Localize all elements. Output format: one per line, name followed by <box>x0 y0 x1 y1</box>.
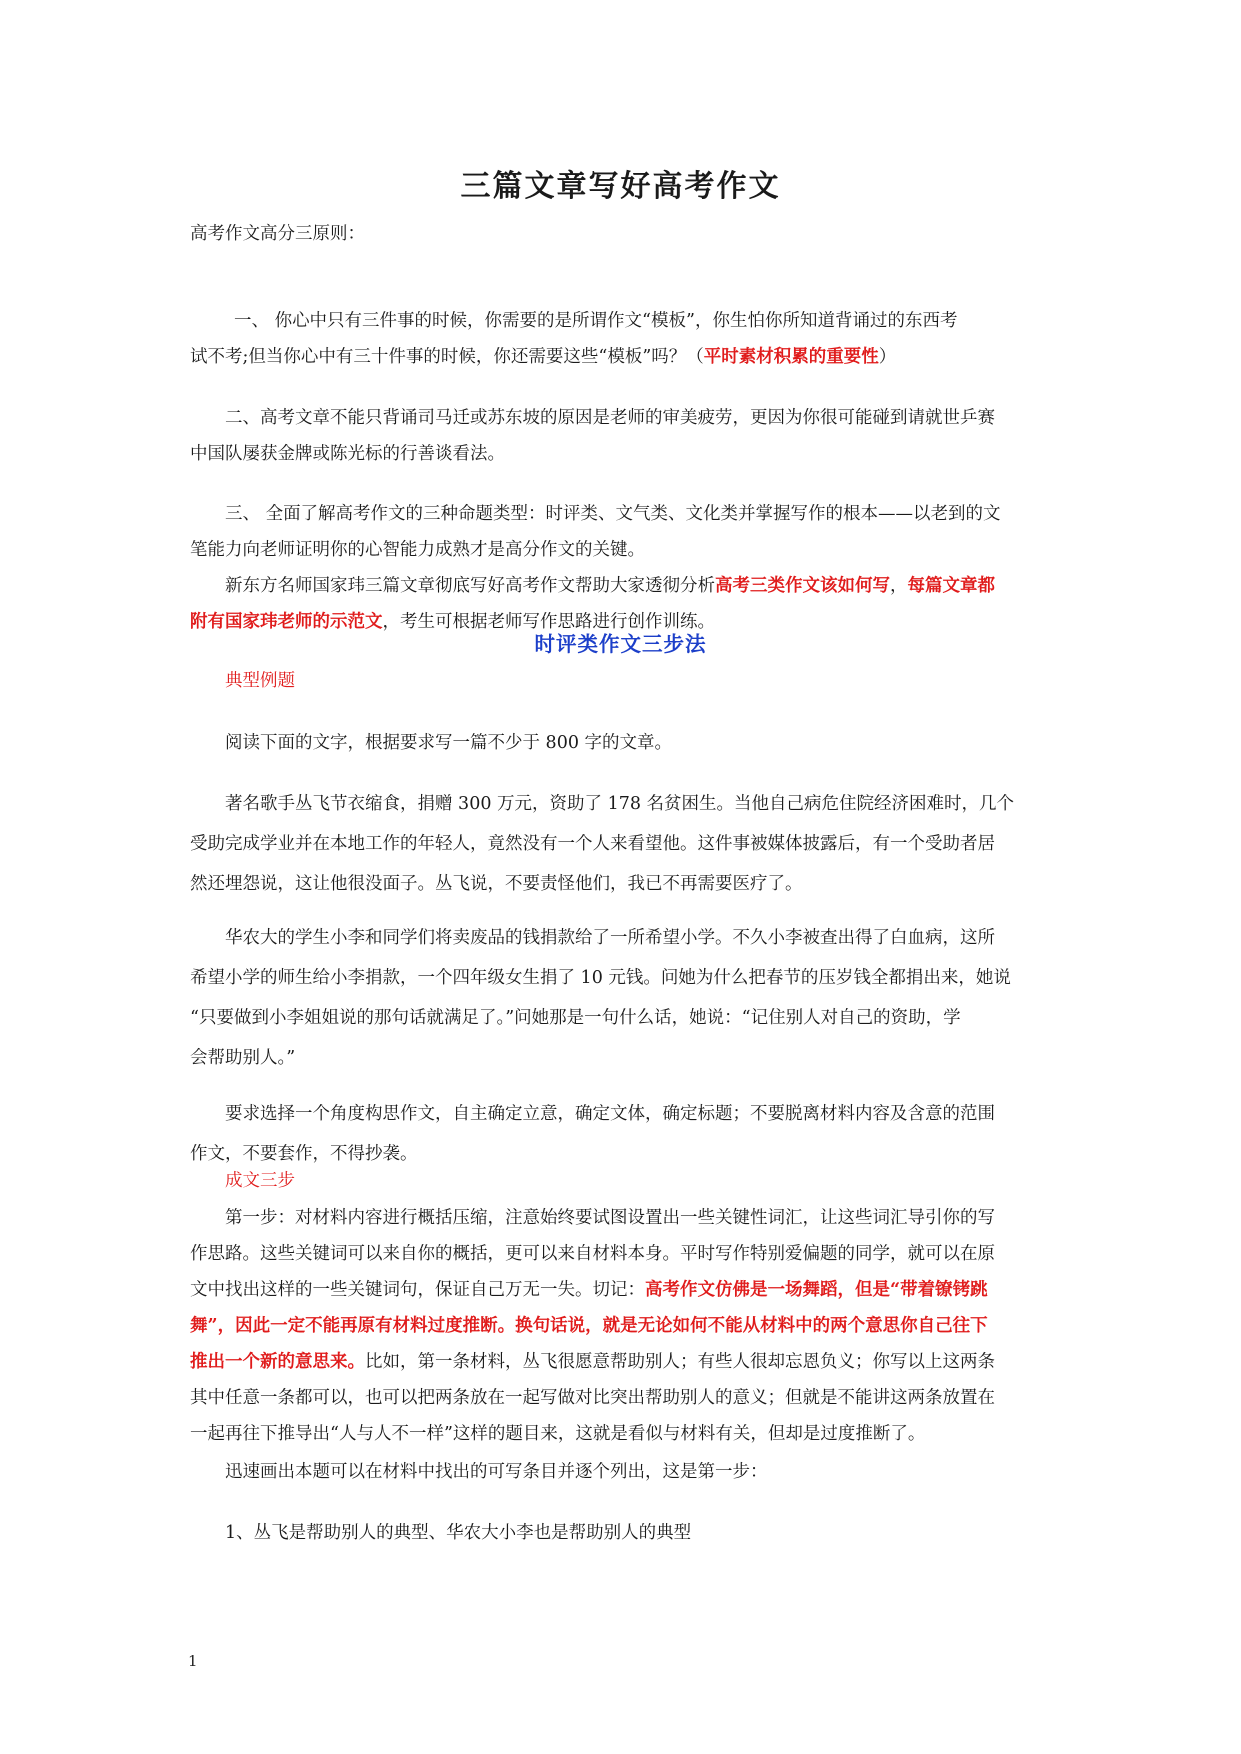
step-1-line: 其中任意一条都可以，也可以把两条放在一起写做对比突出帮助别人的意义；但就是不能讲这两条放置在 <box>190 1388 995 1408</box>
requirement-line: 作文，不要套作，不得抄袭。 <box>190 1144 418 1164</box>
principle-1-line-2 <box>190 339 1052 375</box>
principle-1-line-1: 一、 你心中只有三件事的时候，你需要的是所谓作文“模板”，你生怕你所知道背诵过的东西考 <box>234 311 958 331</box>
page-number: 1 <box>188 1652 198 1670</box>
step-1-text: 文中找出这样的一些关键词句，保证自己万无一失。切记： <box>190 1280 645 1300</box>
material-2 <box>190 918 1052 1078</box>
neworiental-emphasis-1: 高考三类作文该如何写 <box>715 576 890 596</box>
step-1-line: 一起再往下推导出“人与人不一样”这样的题目来，这就是看似与材料有关，但却是过度推断了。 <box>190 1424 926 1444</box>
principle-1 <box>190 303 1052 375</box>
requirement-line: 要求选择一个角度构思作文，自主确定立意，确定文体，确定标题；不要脱离材料内容及含意的范围 <box>225 1104 995 1124</box>
step-1-text: 比如，第一条材料，丛飞很愿意帮助别人；有些人很却忘恩负义；你写以上这两条 <box>365 1352 995 1372</box>
principle-1-emphasis: 平时素材积累的重要性 <box>703 347 879 367</box>
material-1-line: 受助完成学业并在本地工作的年轻人，竟然没有一个人来看望他。这件事被媒体披露后，有一个受助者居 <box>190 834 995 854</box>
principle-2-line-2: 中国队屡获金牌或陈光标的行善谈看法。 <box>190 444 505 464</box>
intro-heading: 高考作文高分三原则： <box>190 224 365 244</box>
step-1 <box>190 1200 1052 1452</box>
example-label: 典型例题 <box>225 671 295 691</box>
neworiental-line-1 <box>190 568 1052 604</box>
principle-2 <box>190 400 1052 472</box>
principle-3-line-2: 笔能力向老师证明你的心智能力成熟才是高分作文的关键。 <box>190 540 645 560</box>
neworiental-emphasis-2: 每篇文章都 <box>907 576 995 596</box>
material-1-line: 著名歌手丛飞节衣缩食，捐赠 300 万元，资助了 178 名贫困生。当他自己病危住院经济困难时，几个 <box>225 794 1015 814</box>
neworiental-emphasis-3: 附有国家玮老师的示范文 <box>190 612 383 632</box>
material-1 <box>190 784 1052 904</box>
principle-2-line-1: 二、高考文章不能只背诵司马迁或苏东坡的原因是老师的审美疲劳，更因为你很可能碰到请就世乒赛 <box>225 408 995 428</box>
material-1-line: 然还埋怨说，这让他很没面子。丛飞说，不要责怪他们，我已不再需要医疗了。 <box>190 874 803 894</box>
step-1-line-emphasis: 舞”，因此一定不能再原有材料过度推断。换句话说，就是无论如何不能从材料中的两个意思你自己往下 <box>190 1316 988 1336</box>
steps-label: 成文三步 <box>225 1171 295 1191</box>
list-item-1: 1、丛飞是帮助别人的典型、华农大小李也是帮助别人的典型 <box>225 1523 692 1543</box>
material-2-line: “只要做到小李姐姐说的那句话就满足了。”问她那是一句什么话，她说：“记住别人对自己的资助，学 <box>190 1008 961 1028</box>
neworiental-text: 新东方名师国家玮三篇文章彻底写好高考作文帮助大家透彻分析 <box>225 576 715 596</box>
requirement <box>190 1094 1052 1174</box>
step-1-summary: 迅速画出本题可以在材料中找出的可写条目并逐个列出，这是第一步： <box>225 1462 768 1482</box>
material-2-line: 华农大的学生小李和同学们将卖废品的钱捐款给了一所希望小学。不久小李被查出得了白血病，这所 <box>225 928 995 948</box>
step-1-line: 作思路。这些关键词可以来自你的概括，更可以来自材料本身。平时写作特别爱偏题的同学，就可以在原 <box>190 1244 995 1264</box>
document-title: 三篇文章写好高考作文 <box>460 169 781 204</box>
material-2-line: 希望小学的师生给小李捐款，一个四年级女生捐了 10 元钱。问她为什么把春节的压岁钱全都捐出来，她说 <box>190 968 1011 988</box>
section-title: 时评类作文三步法 <box>534 632 707 656</box>
step-1-line <box>190 1344 1052 1380</box>
principle-1-text: 试不考;但当你心中有三十件事的时候，你还需要这些“模板”吗？（ <box>190 347 704 367</box>
step-1-line: 第一步：对材料内容进行概括压缩，注意始终要试图设置出一些关键性词汇，让这些词汇导引你的写 <box>225 1208 995 1228</box>
principle-3 <box>190 496 1052 568</box>
step-1-emphasis: 高考作文仿佛是一场舞蹈，但是“带着镣铐跳 <box>645 1280 988 1300</box>
step-1-emphasis: 推出一个新的意思来。 <box>190 1352 365 1372</box>
principle-1-close-paren: ） <box>878 347 897 367</box>
step-1-line <box>190 1272 1052 1308</box>
neworiental-comma: ， <box>890 576 908 596</box>
material-2-line: 会帮助别人。” <box>190 1048 296 1068</box>
task-prompt: 阅读下面的文字，根据要求写一篇不少于 800 字的文章。 <box>225 733 673 753</box>
principle-3-line-1: 三、 全面了解高考作文的三种命题类型：时评类、文气类、文化类并掌握写作的根本——以老到的文 <box>225 504 1001 524</box>
neworiental-text-2: ，考生可根据老师写作思路进行创作训练。 <box>382 612 715 632</box>
